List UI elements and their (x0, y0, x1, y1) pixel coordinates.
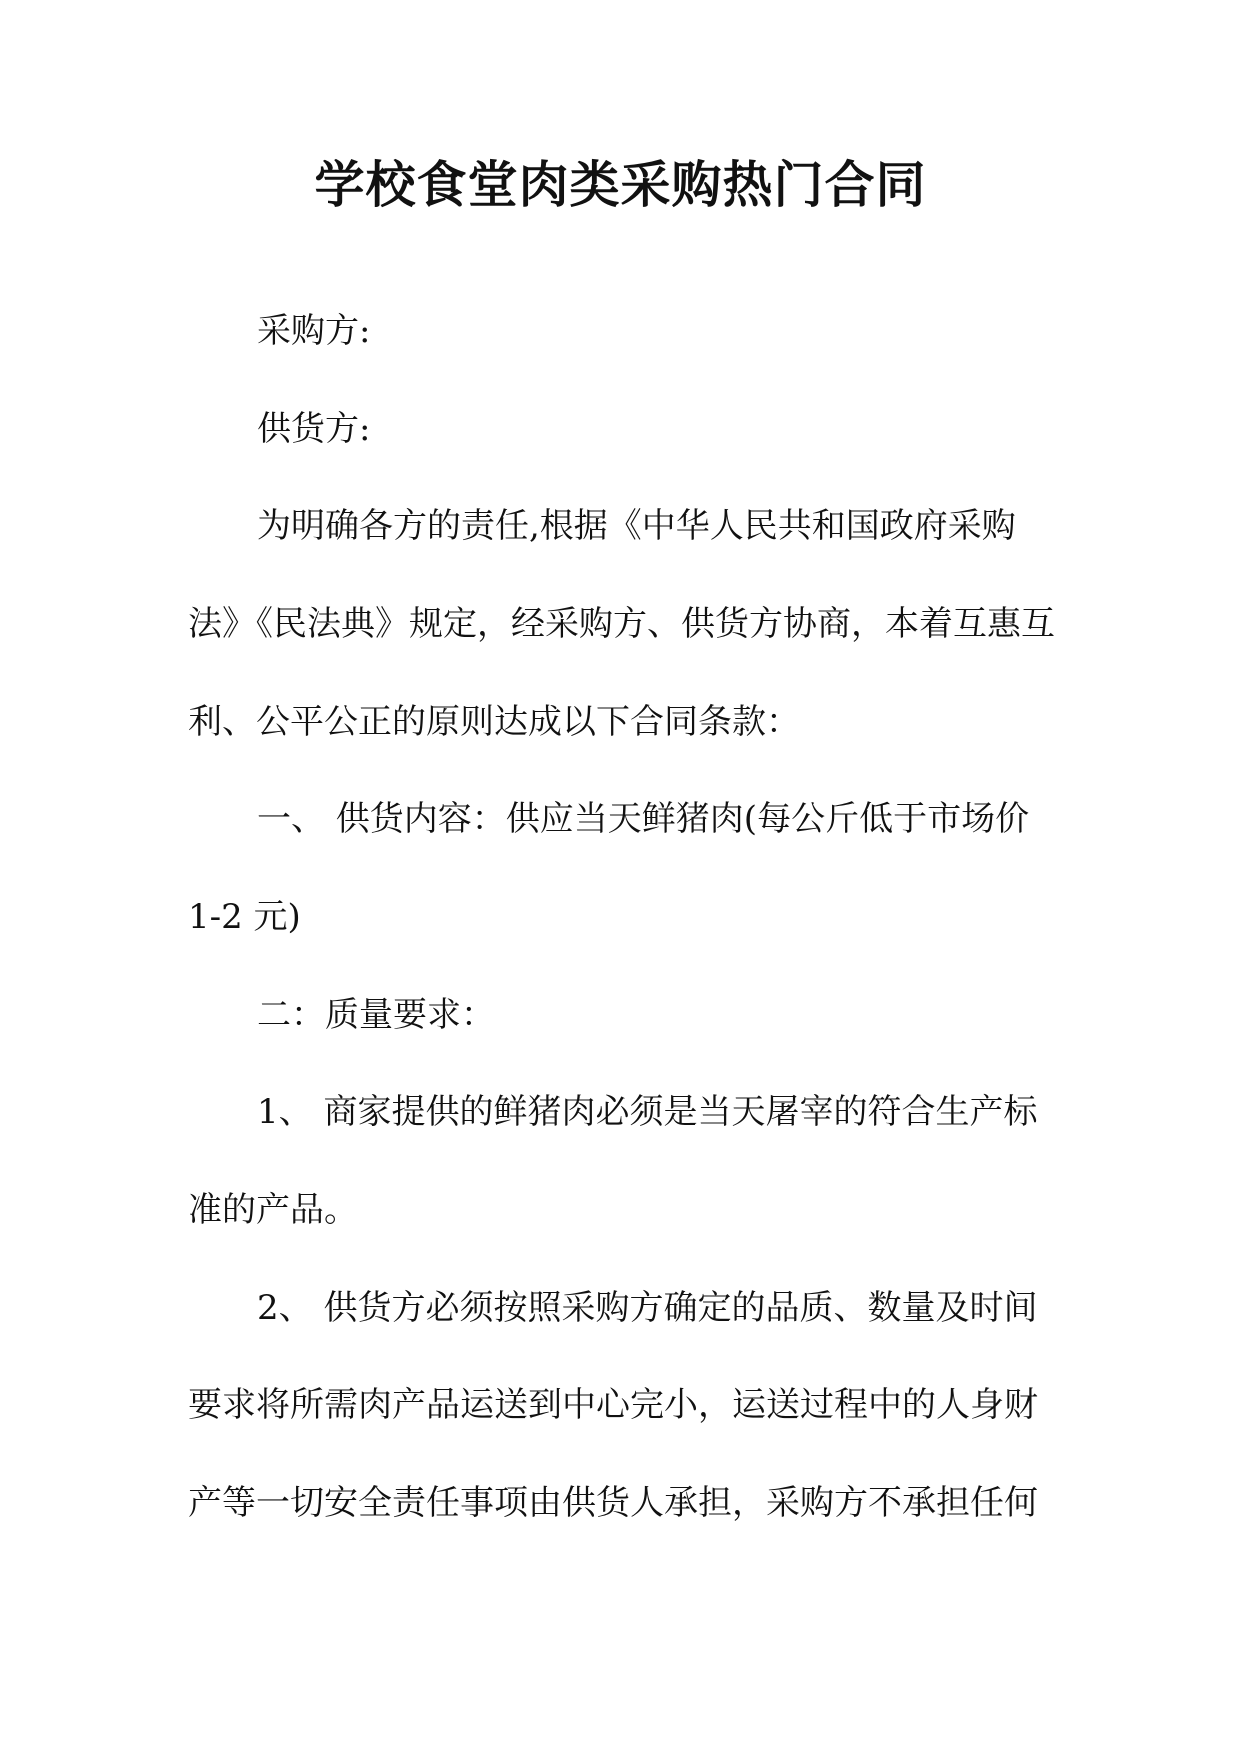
section1-line-2: 1-2 元) (188, 897, 301, 937)
section2-item2-line-2: 要求将所需肉产品运送到中心完小，运送过程中的人身财 (188, 1385, 1038, 1425)
section2-heading: 二：质量要求： (257, 995, 495, 1035)
preamble-line-1: 为明确各方的责任,根据《中华人民共和国政府采购 (257, 506, 1016, 546)
document-title: 学校食堂肉类采购热门合同 (314, 156, 927, 214)
preamble-line-2: 法》《民法典》规定，经采购方、供货方协商，本着互惠互 (188, 604, 1055, 644)
supplier-label: 供货方: (257, 409, 371, 449)
section1-line-1: 一、 供货内容：供应当天鲜猪肉(每公斤低于市场价 (257, 799, 1030, 839)
section2-item1-line-1: 1、 商家提供的鲜猪肉必须是当天屠宰的符合生产标 (257, 1092, 1038, 1132)
section2-item2-line-3: 产等一切安全责任事项由供货人承担，采购方不承担任何 (188, 1483, 1038, 1523)
section2-item1-line-2: 准的产品。 (188, 1190, 358, 1230)
preamble-line-3: 利、公平公正的原则达成以下合同条款： (188, 702, 800, 742)
purchaser-label: 采购方: (257, 311, 371, 351)
section2-item2-line-1: 2、 供货方必须按照采购方确定的品质、数量及时间 (257, 1288, 1038, 1328)
